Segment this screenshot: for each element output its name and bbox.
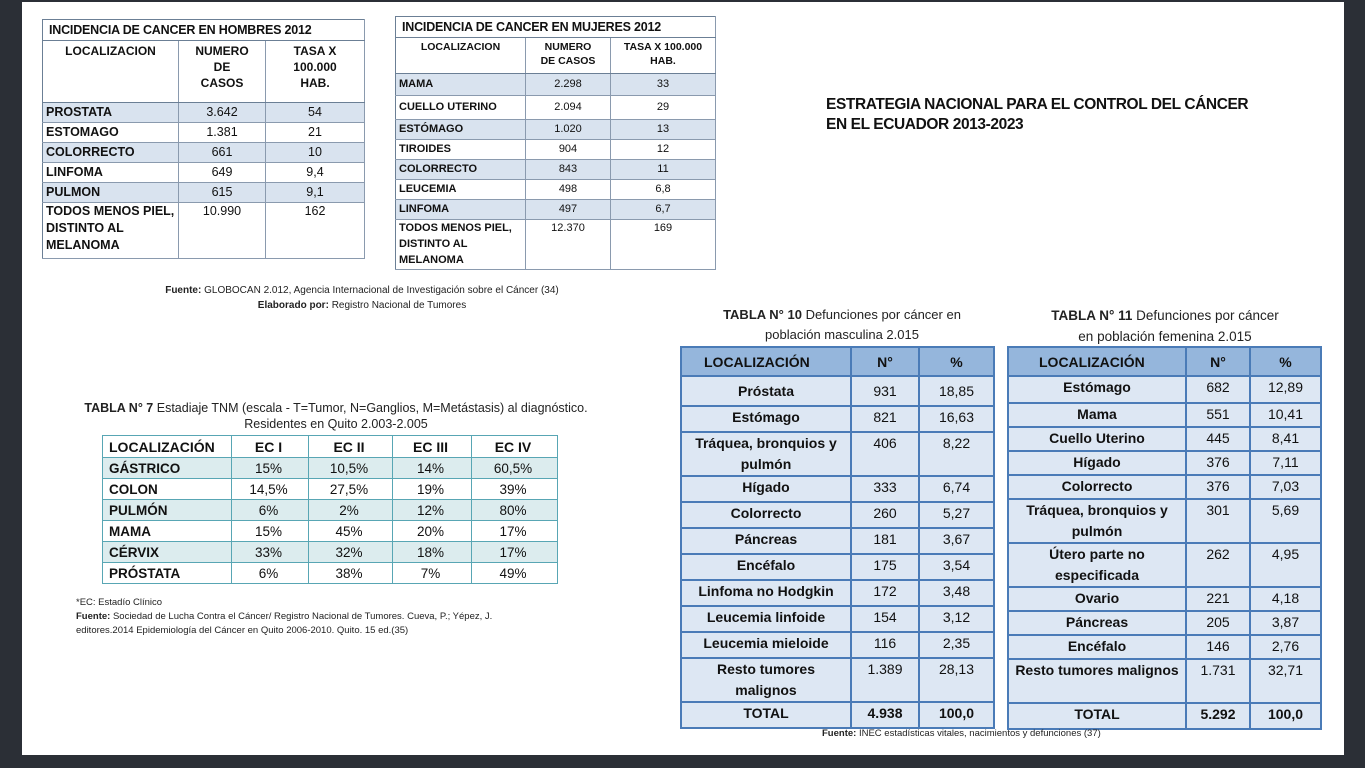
cell-localizacion: Estómago — [681, 406, 851, 432]
cell-localizacion: Leucemia linfoide — [681, 606, 851, 632]
cell-n: 376 — [1186, 475, 1250, 499]
cell-tasa: 169 — [611, 220, 716, 270]
cell-casos: 661 — [179, 143, 266, 163]
cell-localizacion: COLORRECTO — [43, 143, 179, 163]
cell-tasa: 9,4 — [266, 163, 365, 183]
table-row — [43, 203, 365, 259]
cell-tasa: 12 — [611, 140, 716, 160]
table-row — [396, 74, 716, 96]
cell-n: 406 — [851, 432, 919, 476]
cell-casos: 843 — [526, 160, 611, 180]
cell-casos: 3.642 — [179, 103, 266, 123]
cell-localizacion: CÉRVIX — [103, 542, 232, 563]
cell-pct: 12,89 — [1250, 376, 1321, 403]
cell-localizacion: TIROIDES — [396, 140, 526, 160]
table-row — [681, 376, 994, 406]
table-incidencia-hombres — [42, 19, 365, 259]
table-row — [396, 120, 716, 140]
cell-pct: 4,18 — [1250, 587, 1321, 611]
cell-pct: 7,03 — [1250, 475, 1321, 499]
cell-pct: 8,22 — [919, 432, 994, 476]
cell-n: 4.938 — [851, 702, 919, 728]
table-row — [43, 163, 365, 183]
cell-casos: 1.381 — [179, 123, 266, 143]
table-row — [103, 521, 558, 542]
table-tnm-estadiaje — [102, 435, 558, 584]
cell-pct: 10,41 — [1250, 403, 1321, 427]
column-header: LOCALIZACIÓN — [103, 436, 232, 458]
cell-pct: 3,12 — [919, 606, 994, 632]
cell-pct: 4,95 — [1250, 543, 1321, 587]
cell-localizacion: Leucemia mieloide — [681, 632, 851, 658]
cell-ec: 45% — [309, 521, 393, 542]
cell-casos: 12.370 — [526, 220, 611, 270]
cell-localizacion: ESTÓMAGO — [396, 120, 526, 140]
table-row — [681, 554, 994, 580]
cell-pct: 2,35 — [919, 632, 994, 658]
cell-pct: 6,74 — [919, 476, 994, 502]
cell-total-label: TOTAL — [681, 702, 851, 728]
cell-n: 221 — [1186, 587, 1250, 611]
table-row — [396, 160, 716, 180]
cell-n: 262 — [1186, 543, 1250, 587]
table-row — [396, 180, 716, 200]
cell-tasa: 11 — [611, 160, 716, 180]
cell-n: 154 — [851, 606, 919, 632]
table-row — [681, 476, 994, 502]
cell-tasa: 13 — [611, 120, 716, 140]
cell-ec: 80% — [472, 500, 558, 521]
cell-casos: 1.020 — [526, 120, 611, 140]
cell-tasa: 29 — [611, 96, 716, 120]
column-header: LOCALIZACIÓN — [681, 347, 851, 376]
cell-n: 1.389 — [851, 658, 919, 702]
cell-pct: 100,0 — [919, 702, 994, 728]
cell-localizacion: Páncreas — [1008, 611, 1186, 635]
cell-n: 821 — [851, 406, 919, 432]
table-row — [1008, 376, 1321, 403]
cell-pct: 5,27 — [919, 502, 994, 528]
cell-tasa: 6,8 — [611, 180, 716, 200]
source-note-inec: Fuente: INEC estadísticas vitales, nacimientos y defunciones (37) — [822, 728, 1101, 739]
table-row — [103, 542, 558, 563]
table-row — [43, 103, 365, 123]
column-header: EC I — [232, 436, 309, 458]
column-header: EC IV — [472, 436, 558, 458]
column-header: LOCALIZACION — [43, 41, 179, 103]
slide-title-line-1: ESTRATEGIA NACIONAL PARA EL CONTROL DEL CÁNCER — [826, 96, 1249, 113]
cell-casos: 904 — [526, 140, 611, 160]
source-note-globocan: Fuente: GLOBOCAN 2.012, Agencia Internacional de Investigación sobre el Cáncer (34) Elaborado por: Registro Nacional de Tumores — [165, 285, 559, 311]
table-row — [1008, 499, 1321, 543]
table-row — [681, 580, 994, 606]
cell-n: 146 — [1186, 635, 1250, 659]
cell-localizacion: Útero parte no especificada — [1008, 543, 1186, 587]
cell-localizacion: ESTOMAGO — [43, 123, 179, 143]
cell-ec: 6% — [232, 563, 309, 584]
table-row — [681, 432, 994, 476]
table-row — [681, 632, 994, 658]
cell-localizacion: Cuello Uterino — [1008, 427, 1186, 451]
source-note-tnm: *EC: Estadío Clínico Fuente: Sociedad de Lucha Contra el Cáncer/ Registro Nacional de Tumores. Cueva, P.; Yépez, J. editores.2014 Epidemiología del Cáncer en Quito 2006-2010. Quito. 15 ed.(35) — [76, 597, 493, 636]
cell-ec: 2% — [309, 500, 393, 521]
cell-ec: 18% — [393, 542, 472, 563]
cell-ec: 20% — [393, 521, 472, 542]
cell-localizacion: Próstata — [681, 376, 851, 406]
cell-tasa: 33 — [611, 74, 716, 96]
table-row-total — [681, 702, 994, 728]
table-row — [1008, 611, 1321, 635]
table-row — [1008, 403, 1321, 427]
tabla10-caption: TABLA N° 10 Defunciones por cáncer en población masculina 2.015 — [723, 307, 961, 342]
table-row — [396, 140, 716, 160]
table-row — [681, 502, 994, 528]
cell-pct: 8,41 — [1250, 427, 1321, 451]
cell-localizacion: Tráquea, bronquios y pulmón — [681, 432, 851, 476]
cell-casos: 2.094 — [526, 96, 611, 120]
cell-ec: 12% — [393, 500, 472, 521]
cell-n: 301 — [1186, 499, 1250, 543]
cell-ec: 32% — [309, 542, 393, 563]
cell-localizacion: GÁSTRICO — [103, 458, 232, 479]
cell-n: 1.731 — [1186, 659, 1250, 703]
tabla11-caption: TABLA N° 11 Defunciones por cáncer en población femenina 2.015 — [1051, 308, 1279, 344]
cell-n: 260 — [851, 502, 919, 528]
table-row — [1008, 659, 1321, 703]
cell-pct: 32,71 — [1250, 659, 1321, 703]
cell-localizacion: MAMA — [396, 74, 526, 96]
cell-ec: 6% — [232, 500, 309, 521]
table-row — [103, 563, 558, 584]
cell-pct: 7,11 — [1250, 451, 1321, 475]
cell-tasa: 162 — [266, 203, 365, 259]
table-row — [1008, 543, 1321, 587]
table-row — [43, 183, 365, 203]
cell-casos: 649 — [179, 163, 266, 183]
cell-localizacion: Páncreas — [681, 528, 851, 554]
cell-pct: 3,67 — [919, 528, 994, 554]
cell-localizacion: TODOS MENOS PIEL, DISTINTO AL MELANOMA — [43, 203, 179, 259]
cell-casos: 615 — [179, 183, 266, 203]
cell-pct: 28,13 — [919, 658, 994, 702]
cell-localizacion: PULMÓN — [103, 500, 232, 521]
cell-localizacion: LEUCEMIA — [396, 180, 526, 200]
cell-localizacion: MAMA — [103, 521, 232, 542]
table-incidencia-mujeres — [395, 16, 716, 270]
table-row — [681, 406, 994, 432]
cell-n: 931 — [851, 376, 919, 406]
cell-tasa: 54 — [266, 103, 365, 123]
cell-localizacion: Resto tumores malignos — [1008, 659, 1186, 703]
cell-localizacion: Encéfalo — [681, 554, 851, 580]
cell-pct: 3,87 — [1250, 611, 1321, 635]
cell-ec: 17% — [472, 521, 558, 542]
cell-casos: 2.298 — [526, 74, 611, 96]
cell-localizacion: Hígado — [681, 476, 851, 502]
cell-n: 205 — [1186, 611, 1250, 635]
column-header: N° — [851, 347, 919, 376]
cell-pct: 100,0 — [1250, 703, 1321, 729]
cell-tasa: 6,7 — [611, 200, 716, 220]
column-header: LOCALIZACIÓN — [1008, 347, 1186, 376]
cell-ec: 14,5% — [232, 479, 309, 500]
column-header: N° — [1186, 347, 1250, 376]
table-row — [396, 220, 716, 270]
cell-ec: 27,5% — [309, 479, 393, 500]
cell-ec: 19% — [393, 479, 472, 500]
cell-ec: 15% — [232, 521, 309, 542]
cell-ec: 38% — [309, 563, 393, 584]
table-title: INCIDENCIA DE CANCER EN MUJERES 2012 — [396, 17, 716, 38]
cell-casos: 10.990 — [179, 203, 266, 259]
cell-localizacion: Estómago — [1008, 376, 1186, 403]
column-header: TASA X 100.000 HAB. — [266, 41, 365, 103]
cell-n: 376 — [1186, 451, 1250, 475]
table-row — [681, 606, 994, 632]
table-defunciones-femenina — [1007, 346, 1322, 730]
cell-localizacion: Colorrecto — [681, 502, 851, 528]
cell-ec: 60,5% — [472, 458, 558, 479]
cell-n: 333 — [851, 476, 919, 502]
table-row — [103, 500, 558, 521]
cell-pct: 5,69 — [1250, 499, 1321, 543]
cell-pct: 3,48 — [919, 580, 994, 606]
cell-ec: 7% — [393, 563, 472, 584]
table-row — [1008, 587, 1321, 611]
cell-localizacion: CUELLO UTERINO — [396, 96, 526, 120]
table-row — [43, 143, 365, 163]
cell-casos: 498 — [526, 180, 611, 200]
cell-pct: 3,54 — [919, 554, 994, 580]
cell-ec: 15% — [232, 458, 309, 479]
table-defunciones-masculina — [680, 346, 995, 729]
cell-localizacion: LINFOMA — [396, 200, 526, 220]
cell-tasa: 21 — [266, 123, 365, 143]
table-row — [1008, 475, 1321, 499]
cell-ec: 17% — [472, 542, 558, 563]
cell-localizacion: Mama — [1008, 403, 1186, 427]
cell-n: 551 — [1186, 403, 1250, 427]
cell-localizacion: Resto tumores malignos — [681, 658, 851, 702]
cell-localizacion: Encéfalo — [1008, 635, 1186, 659]
slide-title-line-2: EN EL ECUADOR 2013-2023 — [826, 116, 1024, 133]
column-header: % — [1250, 347, 1321, 376]
cell-pct: 2,76 — [1250, 635, 1321, 659]
tnm-caption: TABLA N° 7 Estadiaje TNM (escala - T=Tumor, N=Ganglios, M=Metástasis) al diagnóstico. Residentes en Quito 2.003-2.005 — [84, 401, 588, 431]
slide-title — [826, 95, 1306, 135]
cell-pct: 18,85 — [919, 376, 994, 406]
table-row — [43, 123, 365, 143]
table-row — [103, 458, 558, 479]
cell-localizacion: Hígado — [1008, 451, 1186, 475]
table-title: INCIDENCIA DE CANCER EN HOMBRES 2012 — [43, 20, 365, 41]
cell-localizacion: Tráquea, bronquios y pulmón — [1008, 499, 1186, 543]
table-row — [1008, 635, 1321, 659]
cell-localizacion: LINFOMA — [43, 163, 179, 183]
cell-localizacion: COLORRECTO — [396, 160, 526, 180]
cell-tasa: 10 — [266, 143, 365, 163]
cell-total-label: TOTAL — [1008, 703, 1186, 729]
column-header: NUMERO DE CASOS — [526, 38, 611, 74]
slide-page — [22, 2, 1344, 755]
cell-localizacion: PRÓSTATA — [103, 563, 232, 584]
cell-tasa: 9,1 — [266, 183, 365, 203]
cell-casos: 497 — [526, 200, 611, 220]
table-row — [396, 200, 716, 220]
table-row — [681, 528, 994, 554]
cell-ec: 14% — [393, 458, 472, 479]
cell-localizacion: PULMON — [43, 183, 179, 203]
cell-n: 5.292 — [1186, 703, 1250, 729]
cell-n: 116 — [851, 632, 919, 658]
cell-ec: 33% — [232, 542, 309, 563]
column-header: EC III — [393, 436, 472, 458]
cell-localizacion: Colorrecto — [1008, 475, 1186, 499]
column-header: NUMERO DE CASOS — [179, 41, 266, 103]
table-row — [396, 96, 716, 120]
cell-pct: 16,63 — [919, 406, 994, 432]
cell-ec: 10,5% — [309, 458, 393, 479]
cell-n: 175 — [851, 554, 919, 580]
table-row — [1008, 427, 1321, 451]
column-header: % — [919, 347, 994, 376]
cell-ec: 39% — [472, 479, 558, 500]
cell-localizacion: TODOS MENOS PIEL, DISTINTO AL MELANOMA — [396, 220, 526, 270]
cell-n: 172 — [851, 580, 919, 606]
table-row — [1008, 451, 1321, 475]
cell-n: 445 — [1186, 427, 1250, 451]
column-header: TASA X 100.000 HAB. — [611, 38, 716, 74]
cell-localizacion: Linfoma no Hodgkin — [681, 580, 851, 606]
cell-localizacion: COLON — [103, 479, 232, 500]
column-header: EC II — [309, 436, 393, 458]
cell-n: 181 — [851, 528, 919, 554]
cell-localizacion: PROSTATA — [43, 103, 179, 123]
cell-localizacion: Ovario — [1008, 587, 1186, 611]
cell-ec: 49% — [472, 563, 558, 584]
cell-n: 682 — [1186, 376, 1250, 403]
table-row-total — [1008, 703, 1321, 729]
table-row — [681, 658, 994, 702]
column-header: LOCALIZACION — [396, 38, 526, 74]
table-row — [103, 479, 558, 500]
